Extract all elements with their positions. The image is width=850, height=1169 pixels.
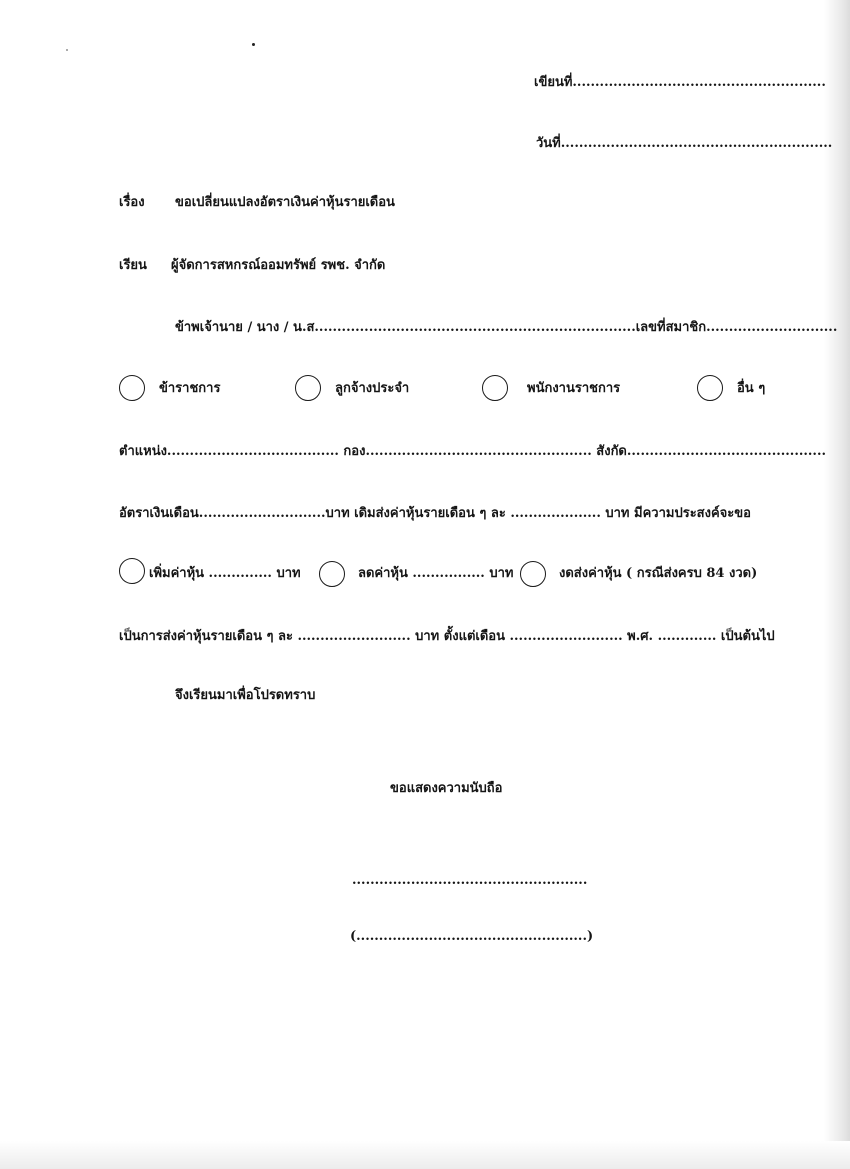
scan-speck xyxy=(252,43,255,46)
to-text: ผู้จัดการสหกรณ์ออมทรัพย์ รพช. จำกัด xyxy=(171,258,386,273)
status-radio-other[interactable] xyxy=(697,375,723,401)
change-radio-increase[interactable] xyxy=(119,558,145,584)
scan-speck xyxy=(66,49,68,51)
salary-line[interactable]: อัตราเงินเดือน............................บาท เดิมส่งค่าหุ้นรายเดือน ๆ ละ .................... บาท มีความประสงค์จะขอ xyxy=(119,506,751,521)
subject-label: เรื่อง xyxy=(119,195,145,210)
scan-bottom-shadow xyxy=(0,1141,850,1169)
change-radio-stop[interactable] xyxy=(520,561,546,587)
closing-notice: จึงเรียนมาเพื่อโปรดทราบ xyxy=(175,688,316,703)
to-label: เรียน xyxy=(119,258,147,273)
status-label: ข้าราชการ xyxy=(159,381,221,396)
position-line[interactable]: ตำแหน่ง...................................... กอง.................................................. สังกัด............................................ xyxy=(119,444,827,459)
status-radio-permanent-employee[interactable] xyxy=(295,375,321,401)
status-label: อื่น ๆ xyxy=(737,381,766,396)
effective-line[interactable]: เป็นการส่งค่าหุ้นรายเดือน ๆ ละ ......................... บาท ตั้งแต่เดือน ......................... พ.ศ. ............. เป็นต้นไป xyxy=(119,629,775,644)
change-radio-decrease[interactable] xyxy=(319,561,345,587)
status-radio-civil-servant[interactable] xyxy=(119,375,145,401)
closing-respect: ขอแสดงความนับถือ xyxy=(390,781,503,796)
scan-edge-shadow xyxy=(824,0,850,1169)
printed-name-line[interactable]: (...................................................) xyxy=(350,929,594,944)
date-field[interactable]: วันที่............................................................ xyxy=(536,136,833,151)
applicant-name-line[interactable]: ข้าพเจ้านาย / นาง / น.ส.......................................................................เลขที่สมาชิก............................. xyxy=(175,320,838,335)
status-label: พนักงานราชการ xyxy=(527,381,621,396)
status-label: ลูกจ้างประจำ xyxy=(335,381,410,396)
signature-line[interactable]: .................................................... xyxy=(352,873,588,888)
change-label: งดส่งค่าหุ้น ( กรณีส่งครบ 84 งวด) xyxy=(559,566,758,581)
written-at-field[interactable]: เขียนที่........................................................ xyxy=(534,75,826,90)
status-radio-government-employee[interactable] xyxy=(482,375,508,401)
subject-text: ขอเปลี่ยนแปลงอัตราเงินค่าหุ้นรายเดือน xyxy=(175,195,395,210)
change-label: ลดค่าหุ้น ................ บาท xyxy=(358,566,514,581)
change-label: เพิ่มค่าหุ้น .............. บาท xyxy=(149,566,301,581)
